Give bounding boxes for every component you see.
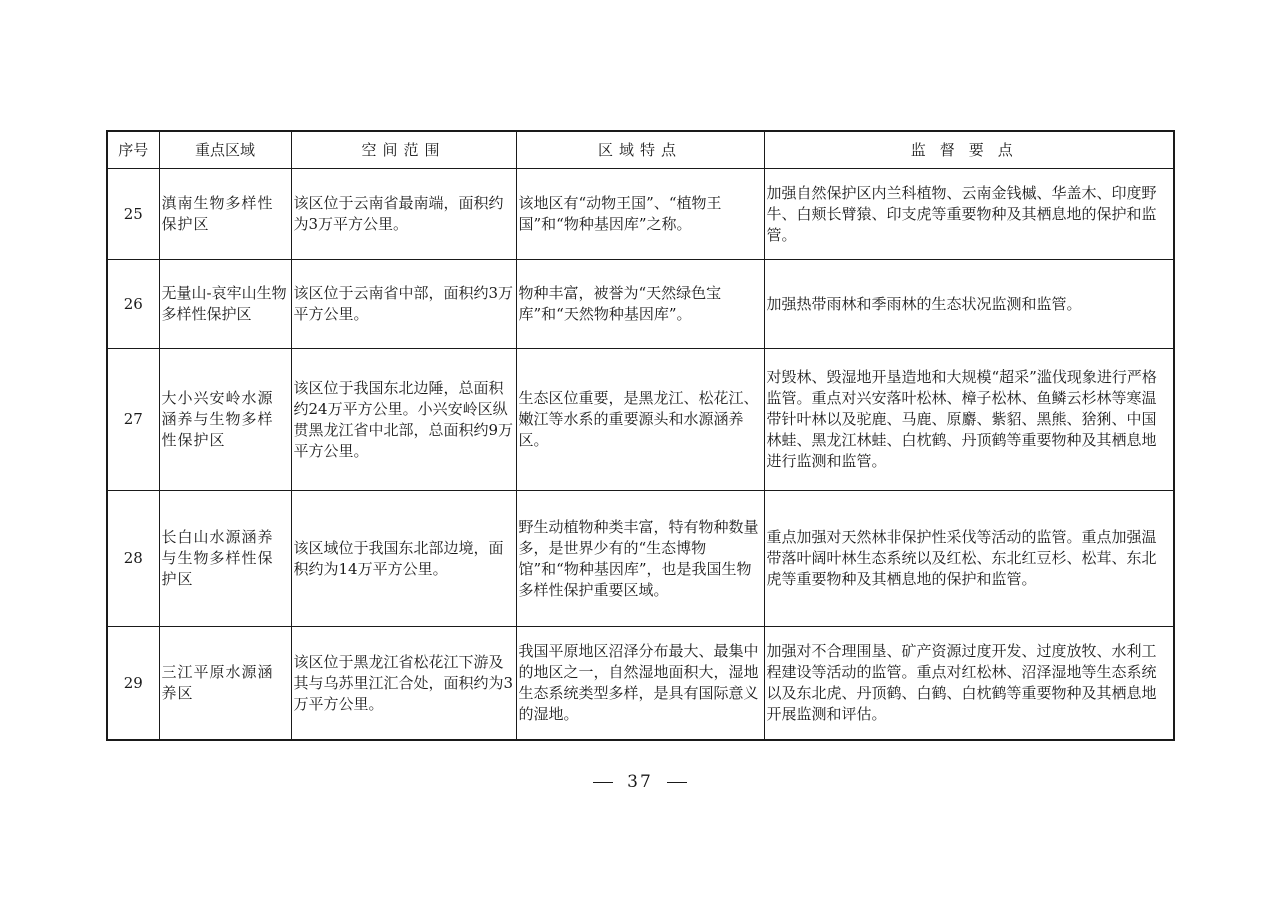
left-dash bbox=[593, 782, 613, 783]
row-region: 滇南生物多样性保护区 bbox=[159, 169, 291, 260]
table-row bbox=[107, 491, 1174, 627]
table-header-row bbox=[107, 131, 1174, 169]
page-number-footer bbox=[0, 772, 1280, 792]
row-features: 野生动植物种类丰富，特有物种数量多，是世界少有的“生态博物馆”和“物种基因库”，也是我国生物多样性保护重要区域。 bbox=[516, 491, 764, 627]
row-region: 大小兴安岭水源涵养与生物多样性保护区 bbox=[159, 349, 291, 491]
header-region: 重点区域 bbox=[159, 131, 291, 169]
row-supervision: 加强对不合理围垦、矿产资源过度开发、过度放牧、水利工程建设等活动的监管。重点对红松林、沼泽湿地等生态系统以及东北虎、丹顶鹤、白鹤、白枕鹤等重要物种及其栖息地开展监测和评估。 bbox=[764, 627, 1174, 741]
row-features: 生态区位重要，是黑龙江、松花江、嫩江等水系的重要源头和水源涵养区。 bbox=[516, 349, 764, 491]
row-index: 27 bbox=[107, 349, 159, 491]
header-features: 区域特点 bbox=[516, 131, 764, 169]
header-index: 序号 bbox=[107, 131, 159, 169]
table-row bbox=[107, 627, 1174, 741]
row-features: 我国平原地区沼泽分布最大、最集中的地区之一，自然湿地面积大，湿地生态系统类型多样，是具有国际意义的湿地。 bbox=[516, 627, 764, 741]
page-number: 37 bbox=[627, 772, 653, 792]
row-features: 该地区有“动物王国”、“植物王国”和“物种基因库”之称。 bbox=[516, 169, 764, 260]
row-supervision: 加强自然保护区内兰科植物、云南金钱槭、华盖木、印度野牛、白颊长臂猿、印支虎等重要物种及其栖息地的保护和监管。 bbox=[764, 169, 1174, 260]
row-region: 无量山-哀牢山生物多样性保护区 bbox=[159, 260, 291, 349]
key-regions-table bbox=[106, 130, 1175, 741]
table-row bbox=[107, 169, 1174, 260]
row-supervision: 对毁林、毁湿地开垦造地和大规模“超采”滥伐现象进行严格监管。重点对兴安落叶松林、樟子松林、鱼鳞云杉林等寒温带针叶林以及驼鹿、马鹿、原麝、紫貂、黑熊、猞猁、中国林蛙、黑龙江林蛙、白枕鹤、丹顶鹤等重要物种及其栖息地进行监测和监管。 bbox=[764, 349, 1174, 491]
row-features: 物种丰富，被誉为“天然绿色宝库”和“天然物种基因库”。 bbox=[516, 260, 764, 349]
table-row bbox=[107, 260, 1174, 349]
row-supervision: 加强热带雨林和季雨林的生态状况监测和监管。 bbox=[764, 260, 1174, 349]
row-region: 长白山水源涵养与生物多样性保护区 bbox=[159, 491, 291, 627]
row-scope: 该区位于我国东北边陲，总面积约24万平方公里。小兴安岭区纵贯黑龙江省中北部，总面积约9万平方公里。 bbox=[291, 349, 516, 491]
table-row bbox=[107, 349, 1174, 491]
row-index: 28 bbox=[107, 491, 159, 627]
row-scope: 该区位于云南省最南端，面积约为3万平方公里。 bbox=[291, 169, 516, 260]
row-index: 26 bbox=[107, 260, 159, 349]
row-region: 三江平原水源涵养区 bbox=[159, 627, 291, 741]
row-index: 29 bbox=[107, 627, 159, 741]
row-index: 25 bbox=[107, 169, 159, 260]
right-dash bbox=[667, 782, 687, 783]
row-supervision: 重点加强对天然林非保护性采伐等活动的监管。重点加强温带落叶阔叶林生态系统以及红松、东北红豆杉、松茸、东北虎等重要物种及其栖息地的保护和监管。 bbox=[764, 491, 1174, 627]
row-scope: 该区位于云南省中部，面积约3万平方公里。 bbox=[291, 260, 516, 349]
row-scope: 该区域位于我国东北部边境，面积约为14万平方公里。 bbox=[291, 491, 516, 627]
row-scope: 该区位于黑龙江省松花江下游及其与乌苏里江汇合处，面积约为3万平方公里。 bbox=[291, 627, 516, 741]
header-supervision: 监督要点 bbox=[764, 131, 1174, 169]
header-scope: 空间范围 bbox=[291, 131, 516, 169]
